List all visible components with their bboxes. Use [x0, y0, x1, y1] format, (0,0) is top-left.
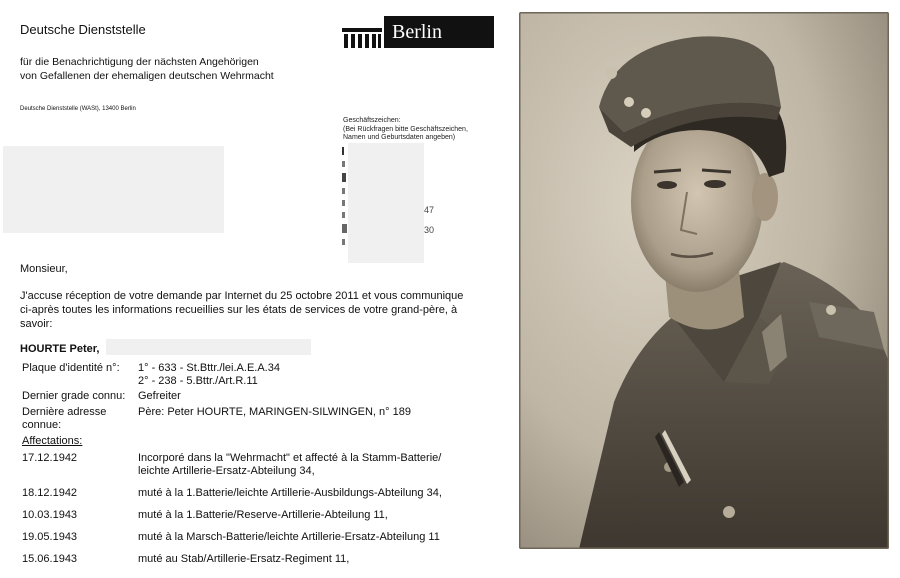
grade-value: Gefreiter: [138, 390, 181, 402]
sender-line: Deutsche Dienststelle (WASt), 13400 Berlin: [20, 106, 136, 112]
brandenburg-gate-icon: [342, 28, 382, 48]
affectations-label: Affectations:: [22, 435, 83, 447]
reference-label: Geschäftszeichen:: [343, 117, 401, 124]
address-label-2: connue:: [22, 419, 62, 431]
person-name: HOURTE Peter,: [20, 343, 100, 355]
plaque-label: Plaque d'identité n°:: [22, 362, 120, 374]
redacted-reference: [348, 143, 424, 263]
affectation-text: muté à la 1.Batterie/Reserve-Artillerie-Abteilung 11,: [138, 509, 388, 521]
paragraph-line-3: savoir:: [20, 318, 53, 330]
affectation-date: 19.05.1943: [22, 531, 78, 543]
reference-note-1: (Bei Rückfragen bitte Geschäftszeichen,: [343, 126, 468, 133]
affectation-date: 17.12.1942: [22, 452, 78, 464]
address-label-1: Dernière adresse: [22, 406, 107, 418]
plaque-value-1: 1° - 633 - St.Bttr./lei.A.E.A.34: [138, 362, 280, 374]
reference-note-2: Namen und Geburtsdaten angeben): [343, 134, 456, 141]
affectation-text: muté à la 1.Batterie/leichte Artillerie-Ausbildungs-Abteilung 34,: [138, 487, 442, 499]
affectation-text: muté à la Marsch-Batterie/leichte Artillerie-Ersatz-Abteilung 11: [138, 531, 440, 543]
grade-label: Dernier grade connu:: [22, 390, 126, 402]
reference-fragment-30: 30: [424, 225, 435, 235]
redacted-name: [106, 339, 311, 355]
affectation-date: 10.03.1943: [22, 509, 78, 521]
logo-text: Berlin: [384, 16, 494, 48]
subtitle-line-2: von Gefallenen der ehemaligen deutschen Wehrmacht: [20, 70, 274, 82]
paragraph-line-1: J'accuse réception de votre demande par Internet du 25 octobre 2011 et vous communique: [20, 290, 464, 302]
org-name: Deutsche Dienststelle: [20, 22, 146, 37]
soldier-portrait-photo: [519, 12, 889, 549]
salutation: Monsieur,: [20, 263, 68, 275]
affectation-text: Incorporé dans la "Wehrmacht" et affecté à la Stamm-Batterie/: [138, 452, 442, 464]
affectation-date: 15.06.1943: [22, 553, 78, 565]
redacted-address: [3, 146, 224, 233]
affectation-date: 18.12.1942: [22, 487, 78, 499]
paragraph-line-2: ci-après toutes les informations recueillies sur les états de services de votre grand-père, à: [20, 304, 458, 316]
subtitle-line-1: für die Benachrichtigung der nächsten Angehörigen: [20, 56, 259, 68]
address-value: Père: Peter HOURTE, MARINGEN-SILWINGEN, n° 189: [138, 406, 411, 418]
affectation-text: muté au Stab/Artillerie-Ersatz-Regiment 11,: [138, 553, 350, 565]
affectation-text-continued: leichte Artillerie-Ersatz-Abteilung 34,: [138, 465, 315, 477]
plaque-value-2: 2° - 238 - 5.Bttr./Art.R.11: [138, 375, 258, 387]
reference-fragment-47: 47: [424, 205, 435, 215]
